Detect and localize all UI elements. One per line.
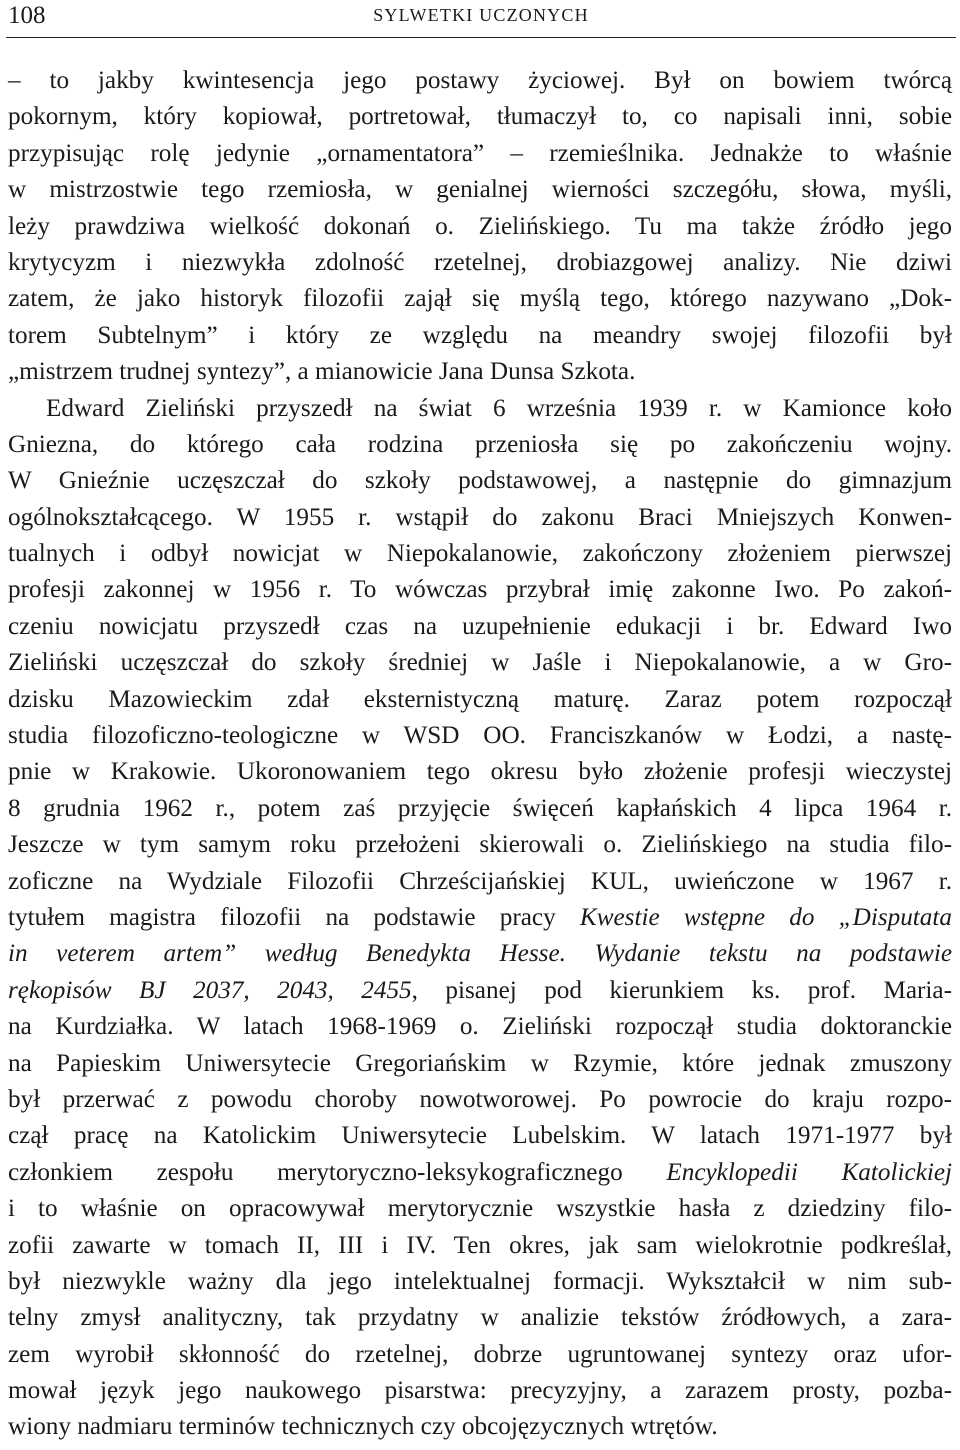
text-line: leży prawdziwa wielkość dokonań o. Zielińskiego. Tu ma także źródło jego: [8, 212, 952, 240]
text-line: wiony nadmiaru terminów technicznych czy obcojęzycznych wtrętów.: [8, 1413, 718, 1441]
text-line: tualnych i odbył nowicjat w Niepokalanowie, zakończony złożeniem pierwszej: [8, 540, 952, 568]
text-line: mował język jego naukowego pisarstwa: precyzyjny, a zarazem prosty, pozba-: [8, 1377, 952, 1405]
text-line: profesji zakonnej w 1956 r. To wówczas przybrał imię zakonne Iwo. Po zakoń-: [8, 576, 952, 604]
text-line: Jeszcze w tym samym roku przełożeni skierowali o. Zielińskiego na studia filo-: [8, 831, 952, 859]
text-line: pnie w Krakowie. Ukoronowaniem tego okresu było złożenie profesji wieczystej: [8, 758, 952, 786]
text-line: tytułem magistra filozofii na podstawie pracy Kwestie wstępne do „Disputata: [8, 903, 952, 931]
text-line: Zieliński uczęszczał do szkoły średniej w Jaśle i Niepokalanowie, a w Gro-: [8, 649, 952, 677]
text-line: przypisując rolę jedynie „ornamentatora” – rzemieślnika. Jednakże to właśnie: [8, 139, 952, 167]
text-line: 8 grudnia 1962 r., potem zaś przyjęcie święceń kapłańskich 4 lipca 1964 r.: [8, 794, 952, 822]
text-line: zatem, że jako historyk filozofii zajął się myślą tego, którego nazywano „Dok-: [8, 285, 952, 313]
text-line: rękopisów BJ 2037, 2043, 2455, pisanej pod kierunkiem ks. prof. Maria-: [8, 976, 952, 1004]
text-line: na Papieskim Uniwersytecie Gregoriańskim w Rzymie, które jednak zmuszony: [8, 1049, 952, 1077]
text-line: Gniezna, do którego cała rodzina przeniosła się po zakończeniu wojny.: [8, 430, 952, 458]
text-line: W Gnieźnie uczęszczał do szkoły podstawowej, a następnie do gimnazjum: [8, 467, 952, 495]
body-text: [8, 63, 952, 1446]
page-header: [6, 0, 956, 38]
text-line: studia filozoficzno-teologiczne w WSD OO. Franciszkanów w Łodzi, a nastę-: [8, 722, 952, 750]
text-line: torem Subtelnym” i który ze względu na meandry swojej filozofii był: [8, 321, 952, 349]
text-line: zoficzne na Wydziale Filozofii Chrześcijańskiej KUL, uwieńczone w 1967 r.: [8, 867, 952, 895]
text-line: Edward Zieliński przyszedł na świat 6 września 1939 r. w Kamionce koło: [46, 394, 952, 422]
text-line: zofii zawarte w tomach II, III i IV. Ten okres, jak sam wielokrotnie podkreślał,: [8, 1231, 952, 1259]
text-line: ogólnokształcącego. W 1955 r. wstąpił do zakonu Braci Mniejszych Konwen-: [8, 503, 952, 531]
text-line: członkiem zespołu merytoryczno-leksykograficznego Encyklopedii Katolickiej: [8, 1158, 952, 1186]
text-line: był niezwykle ważny dla jego intelektualnej formacji. Wykształcił w nim sub-: [8, 1267, 952, 1295]
text-line: czął pracę na Katolickim Uniwersytecie Lubelskim. W latach 1971-1977 był: [8, 1122, 952, 1150]
text-line: in veterem artem” według Benedykta Hesse. Wydanie tekstu na podstawie: [8, 940, 952, 968]
text-line: był przerwać z powodu choroby nowotworowej. Po powrocie do kraju rozpo-: [8, 1085, 952, 1113]
text-line: krytycyzm i niezwykła zdolność rzetelnej, drobiazgowej analizy. Nie dziwi: [8, 248, 952, 276]
text-line: w mistrzostwie tego rzemiosła, w genialnej wierności szczegółu, słowa, myśli,: [8, 176, 952, 204]
text-line: telny zmysł analityczny, tak przydatny w analizie tekstów źródłowych, a zara-: [8, 1304, 952, 1332]
text-line: i to właśnie on opracowywał merytorycznie wszystkie hasła z dziedziny filo-: [8, 1195, 952, 1223]
text-line: czeniu nowicjatu przyszedł czas na uzupełnienie edukacji i br. Edward Iwo: [8, 612, 952, 640]
running-head: SYLWETKI UCZONYCH: [373, 5, 589, 25]
text-line: – to jakby kwintesencja jego postawy życiowej. Był on bowiem twórcą: [8, 67, 952, 94]
text-line: pokornym, który kopiował, portretował, tłumaczył to, co napisali inni, sobie: [8, 103, 952, 131]
page-number: 108: [8, 2, 46, 29]
text-line: zem wyrobił skłonność do rzetelnej, dobrze ugruntowanej syntezy oraz ufor-: [8, 1340, 952, 1368]
text-line: dzisku Mazowieckim zdał eksternistyczną maturę. Zaraz potem rozpoczął: [8, 685, 952, 713]
text-line: „mistrzem trudnej syntezy”, a mianowicie Jana Dunsa Szkota.: [8, 358, 636, 386]
text-line: na Kurdziałka. W latach 1968-1969 o. Zieliński rozpoczął studia doktoranckie: [8, 1013, 952, 1041]
